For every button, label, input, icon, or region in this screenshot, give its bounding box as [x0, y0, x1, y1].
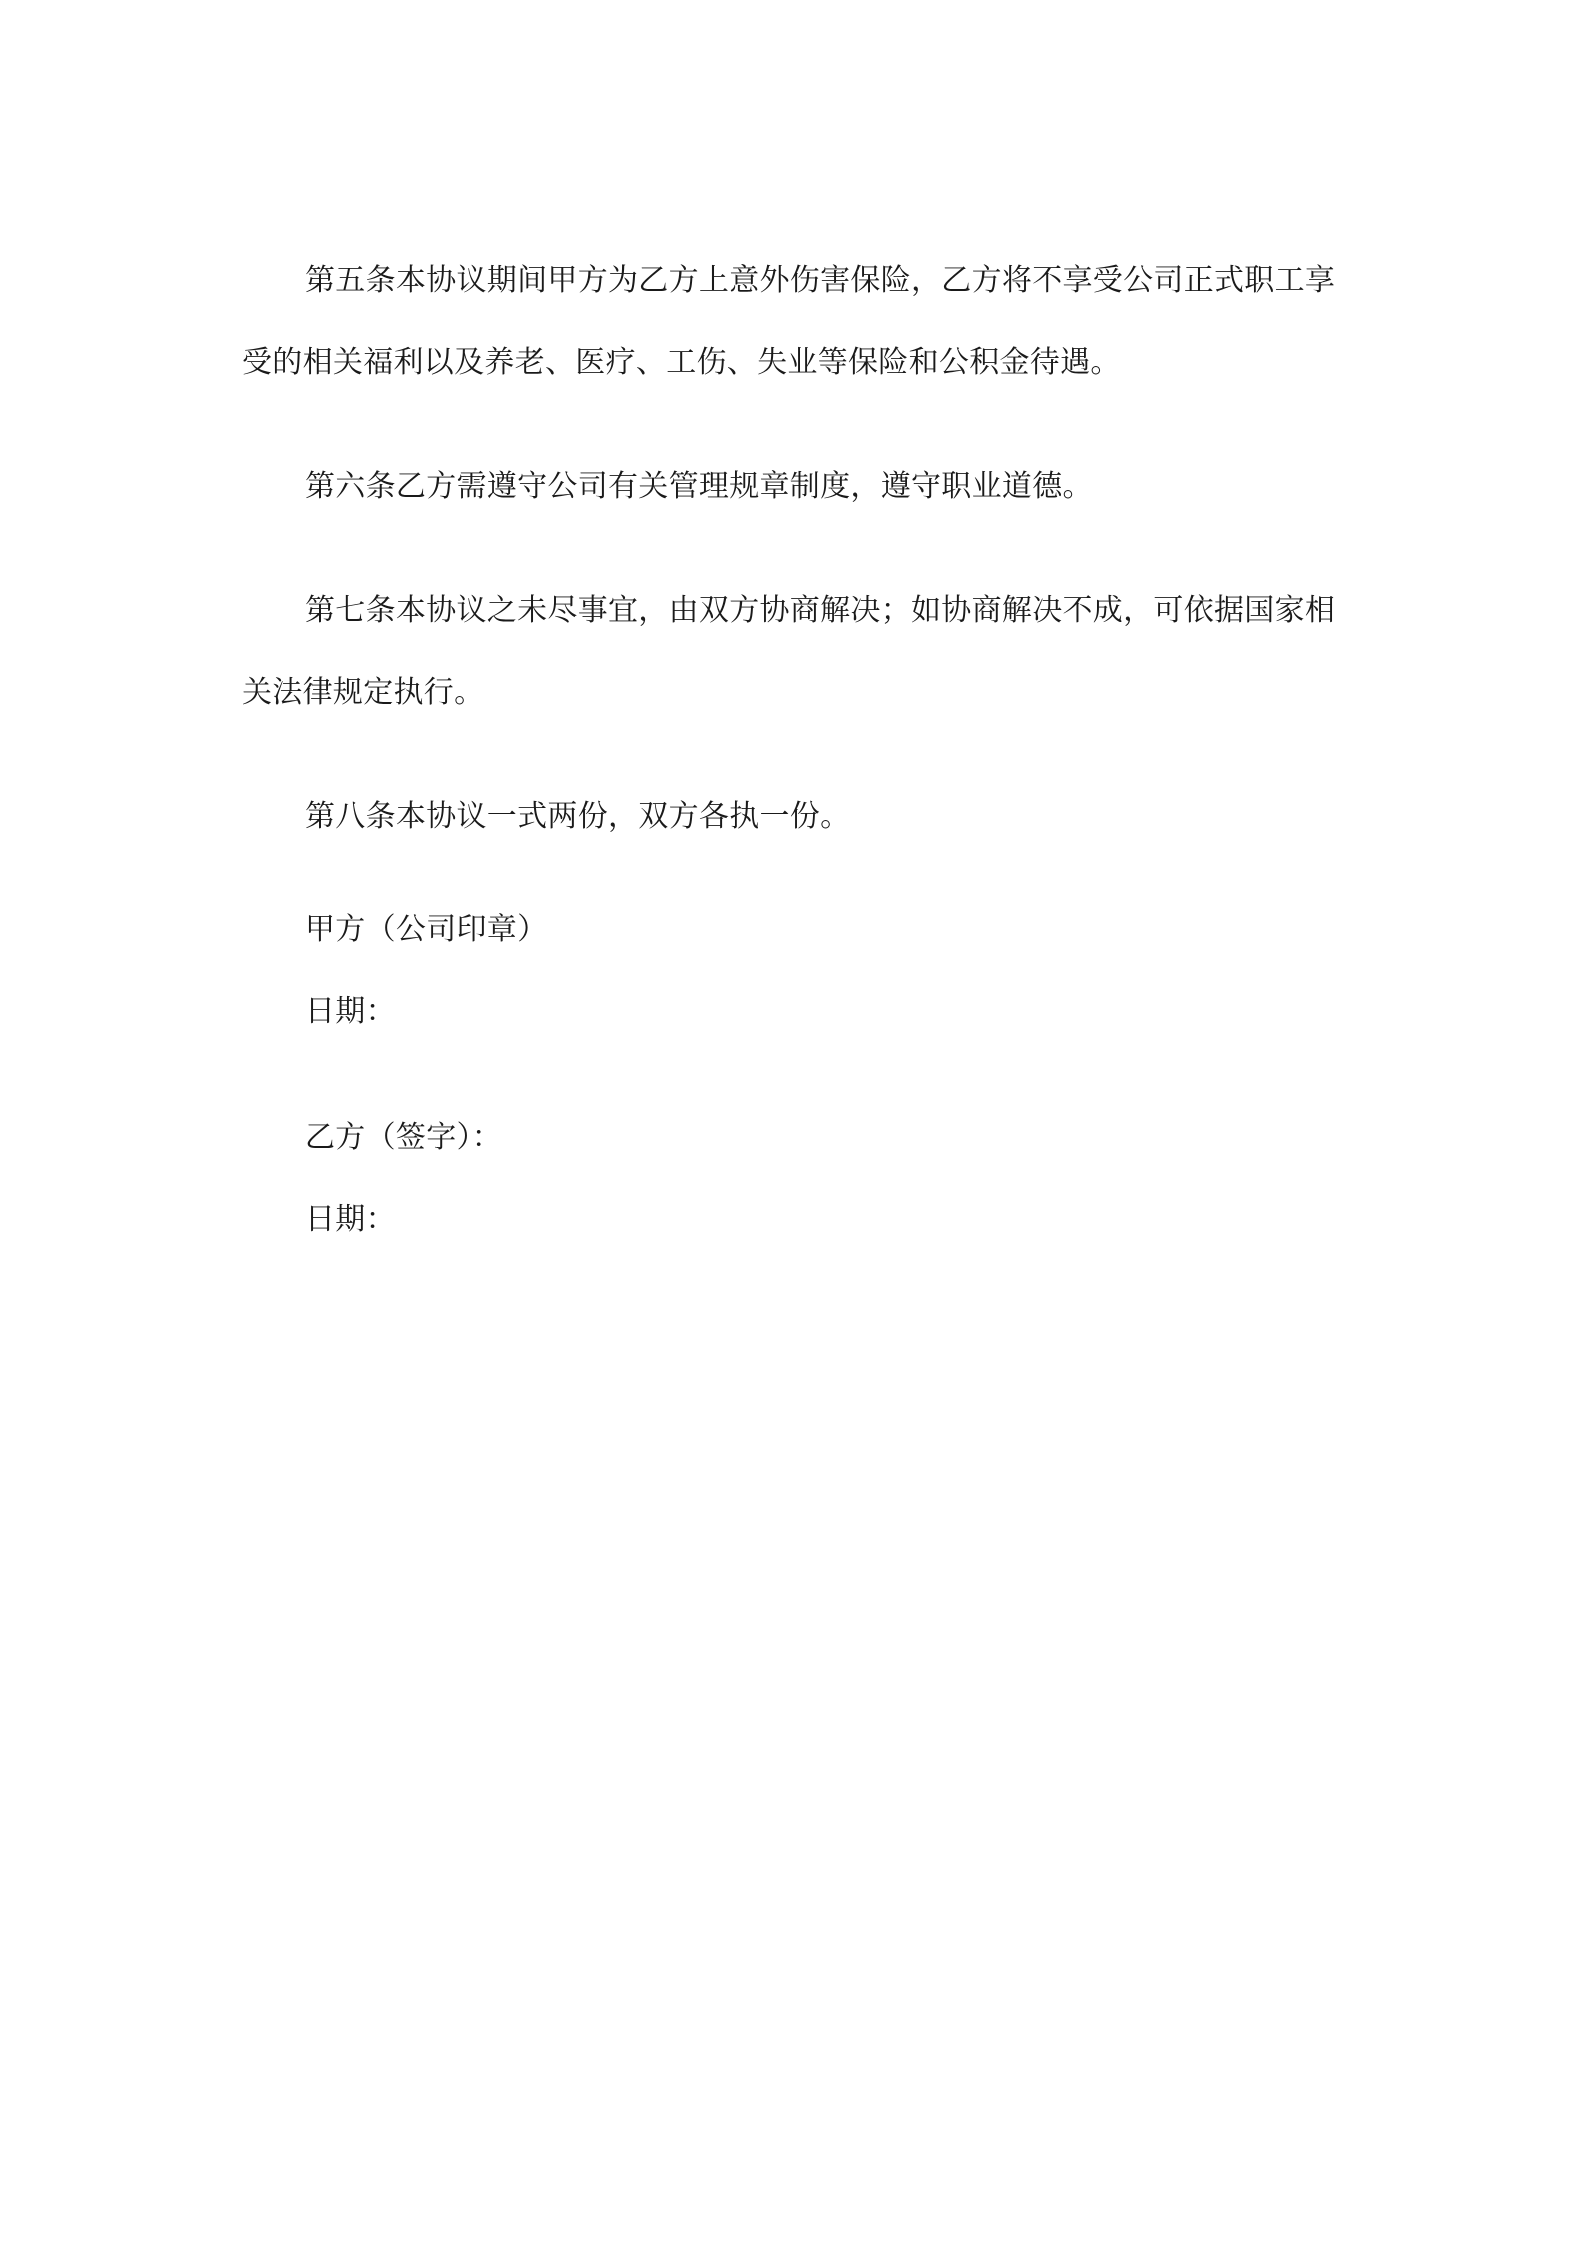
document-body — [242, 240, 1358, 1240]
party-a-label: 甲方（公司印章） — [305, 912, 548, 947]
article-6: 第六条乙方需遵守公司有关管理规章制度，遵守职业道德。 — [305, 469, 1093, 504]
party-b-label: 乙方（签字）： — [305, 1120, 503, 1155]
party-a-date-label: 日期： — [305, 994, 396, 1029]
article-8: 第八条本协议一式两份，双方各执一份。 — [305, 799, 851, 834]
party-b-signature-block — [242, 1118, 1358, 1240]
party-b-date-label: 日期： — [305, 1202, 396, 1237]
article-7: 第七条本协议之未尽事宜，由双方协商解决；如协商解决不成，可依据国家相关法律规定执行。 — [242, 593, 1336, 710]
party-a-signature-block — [242, 910, 1358, 1032]
article-5: 第五条本协议期间甲方为乙方上意外伤害保险，乙方将不享受公司正式职工享受的相关福利以及养老、医疗、工伤、失业等保险和公积金待遇。 — [242, 263, 1336, 380]
